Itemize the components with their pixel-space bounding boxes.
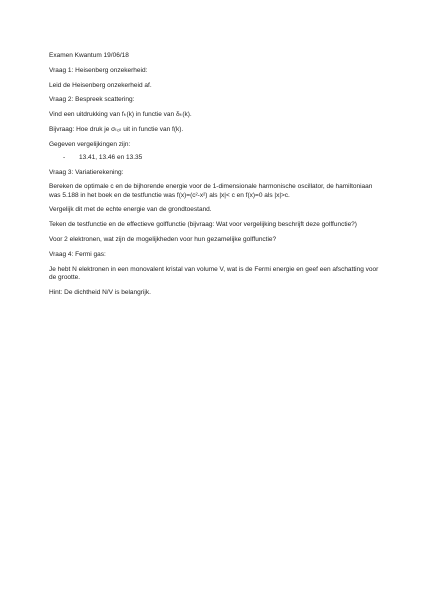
list-item <box>63 154 384 162</box>
question-3-compare: Vergelijk dit met de echte energie van de grondtoestand. <box>49 206 212 214</box>
question-2-heading: Vraag 2: Bespreek scattering: <box>49 96 135 104</box>
question-4-hint: Hint: De dichtheid N/V is belangrijk. <box>49 288 151 296</box>
question-4-heading: Vraag 4: Fermi gas: <box>49 250 106 258</box>
list-bullet: - <box>63 153 66 161</box>
equations-list <box>49 154 384 162</box>
question-1-heading: Vraag 1: Heisenberg onzekerheid: <box>49 66 148 74</box>
list-item-text: 13.41, 13.46 en 13.35 <box>79 153 143 161</box>
question-3-text: Bereken de optimale c en de bijhorende energie voor de 1-dimensionale harmonische oscillator, de hamiltoniaan was 5.188 in het boek en de testfunctie was f(x)=(c²-x²) als |x|< c en f(x)=0 als |x|>c. <box>49 183 375 199</box>
question-3-heading: Vraag 3: Variatierekening: <box>49 168 124 176</box>
question-1-text: Leid de Heisenberg onzekerheid af. <box>49 81 152 89</box>
question-2-text: Vind een uitdrukking van fₖ(k) in functie van δₖ(k). <box>49 111 192 119</box>
question-4-text: Je hebt N elektronen in een monovalent kristal van volume V, wat is de Fermi energie en geef een afschatting voor de grootte. <box>49 265 381 281</box>
document-title: Examen Kwantum 19/06/18 <box>49 52 129 59</box>
question-2-subquestion: Bijvraag: Hoe druk je σₜₒₜ uit in functie van f(k). <box>49 125 184 133</box>
question-3-draw: Teken de testfunctie en de effectieve golffunctie (bijvraag: Wat voor vergelijking beschrijft deze golffunctie?) <box>49 221 357 229</box>
given-equations-label: Gegeven vergelijkingen zijn: <box>49 140 131 148</box>
question-3-electrons: Voor 2 elektronen, wat zijn de mogelijkheden voor hun gezamelijke golffunctie? <box>49 235 277 243</box>
